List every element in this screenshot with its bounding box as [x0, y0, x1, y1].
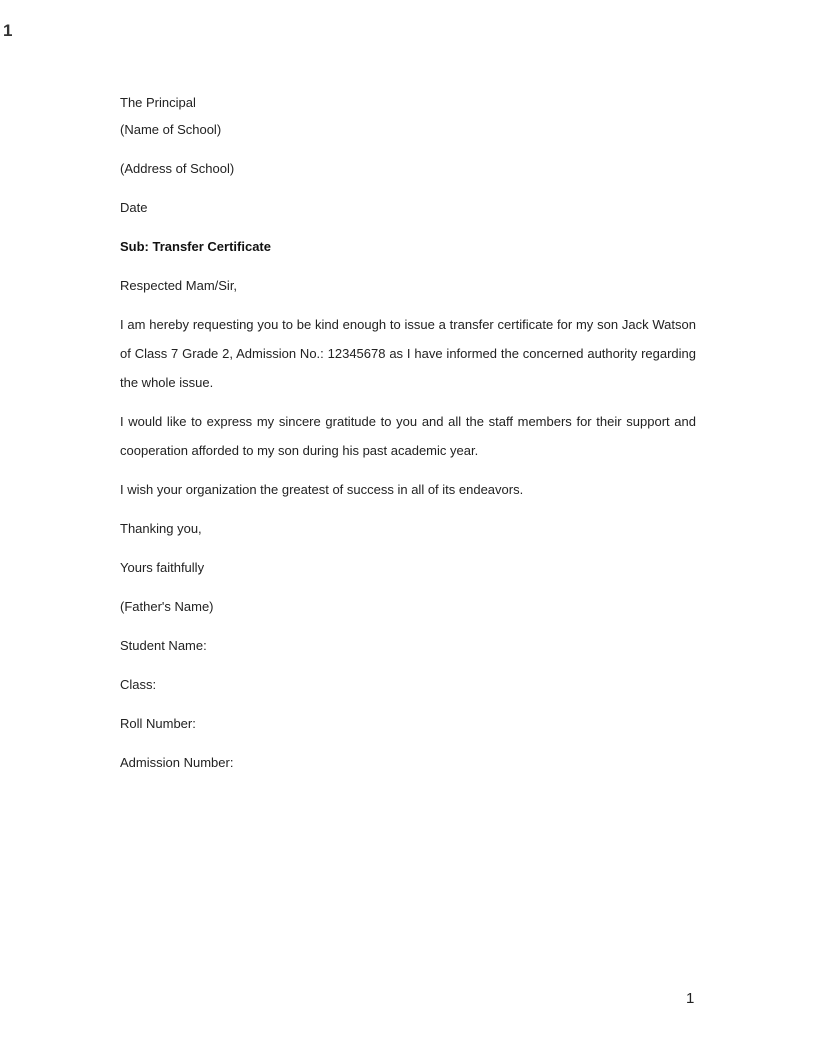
footer-page-number: 1 — [686, 990, 695, 1007]
closing-line: Thanking you, — [120, 521, 202, 536]
school-address-line: (Address of School) — [120, 161, 235, 176]
recipient-line: The Principal — [120, 95, 196, 110]
paragraph-wishes: I wish your organization the greatest of success in all of its endeavors. — [120, 482, 524, 497]
field-admission-number: Admission Number: — [120, 755, 234, 770]
page-marker: 1 — [3, 21, 13, 40]
signatory-line: (Father's Name) — [120, 599, 214, 614]
field-student-name: Student Name: — [120, 638, 207, 653]
field-class: Class: — [120, 677, 157, 692]
date-line: Date — [120, 200, 148, 215]
field-roll-number: Roll Number: — [120, 716, 196, 731]
paragraph-gratitude: I would like to express my sincere gratitude to you and all the staff members for their support and cooperation afforded to my son during his past academic year. — [120, 414, 696, 458]
sign-off-line: Yours faithfully — [120, 560, 205, 575]
school-name-line: (Name of School) — [120, 122, 222, 137]
subject-line: Sub: Transfer Certificate — [120, 239, 271, 254]
salutation: Respected Mam/Sir, — [120, 278, 238, 293]
paragraph-request: I am hereby requesting you to be kind enough to issue a transfer certificate for my son Jack Watson of Class 7 Grade 2, Admission No.: 12345678 as I have informed the concerned authority regarding the whole issue. — [120, 317, 696, 390]
